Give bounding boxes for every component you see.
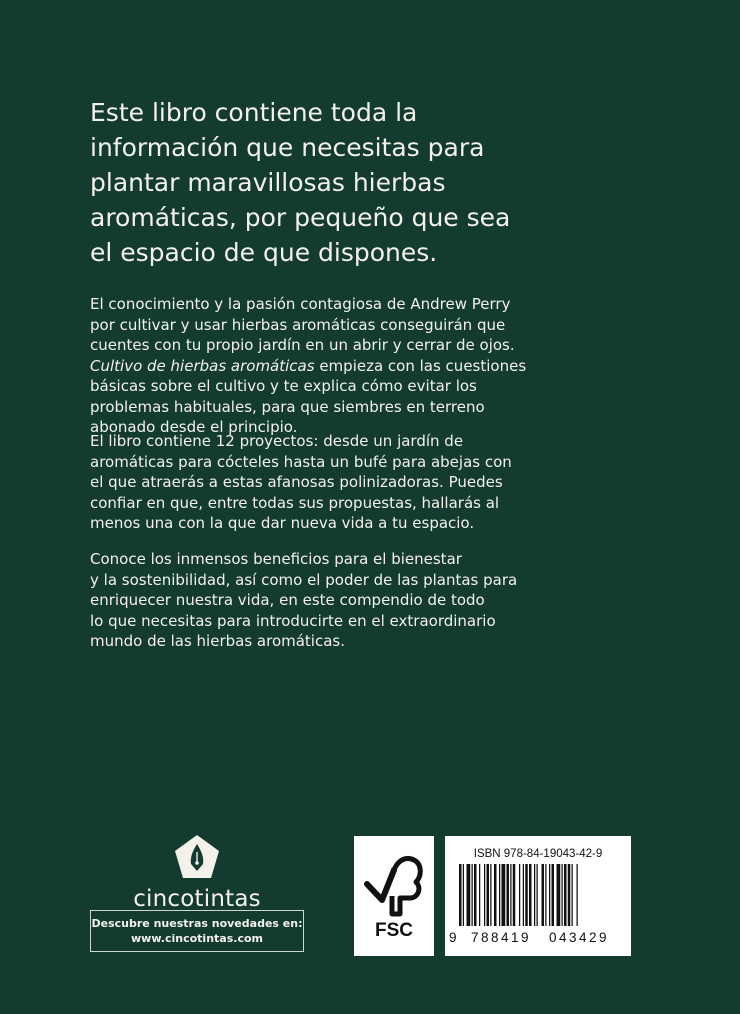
barcode-bar bbox=[568, 864, 571, 926]
barcode-digit-first: 9 bbox=[449, 930, 457, 945]
text-line: cuentes con tu propio jardín en un abrir y cerrar de ojos. bbox=[90, 336, 515, 354]
text-line: mundo de las hierbas aromáticas. bbox=[90, 632, 345, 650]
text-line: lo que necesitas para introducirte en el extraordinario bbox=[90, 611, 496, 630]
text-line: problemas habituales, para que siembres en terreno bbox=[90, 397, 485, 416]
publisher-name: cincotintas bbox=[133, 886, 261, 912]
barcode-bars bbox=[459, 864, 619, 934]
barcode-bar bbox=[557, 864, 561, 926]
text-line bbox=[90, 356, 650, 377]
barcode-bar bbox=[562, 864, 563, 926]
barcode-bar bbox=[499, 864, 500, 926]
text-line: menos una con la que dar nueva vida a tu espacio. bbox=[90, 514, 475, 532]
barcode-bar bbox=[502, 864, 506, 926]
fsc-certification bbox=[354, 836, 434, 956]
barcode-digits-left: 788419 bbox=[471, 930, 532, 945]
paragraph-benefits bbox=[90, 549, 650, 652]
barcode-bar bbox=[564, 864, 567, 926]
intro-heading bbox=[90, 95, 690, 270]
text-line: El conocimiento y la pasión contagiosa de Andrew Perry bbox=[90, 295, 511, 313]
barcode-bar bbox=[534, 864, 535, 926]
barcode-bar bbox=[459, 864, 462, 926]
barcode-bar bbox=[507, 864, 510, 926]
isbn-number: ISBN 978-84-19043-42-9 bbox=[473, 848, 603, 860]
text-line: Conoce los inmensos beneficios para el bienestar bbox=[90, 550, 462, 568]
paragraph-author bbox=[90, 294, 650, 438]
text-line: El libro contiene 12 proyectos: desde un jardín de bbox=[90, 432, 464, 450]
barcode-bar bbox=[545, 864, 546, 926]
barcode-bar bbox=[529, 864, 532, 926]
barcode-bar bbox=[479, 864, 480, 926]
barcode-bar bbox=[523, 864, 524, 926]
barcode-bar bbox=[513, 864, 516, 926]
barcode-bar bbox=[572, 864, 573, 926]
publisher-promo-box bbox=[90, 910, 304, 952]
intro-line: aromáticas, por pequeño que sea bbox=[90, 203, 511, 232]
barcode-digits-right: 043429 bbox=[549, 930, 610, 945]
barcode-bar bbox=[552, 864, 555, 926]
barcode-bar bbox=[494, 864, 497, 926]
pen-nib-pentagon-icon bbox=[174, 834, 220, 880]
barcode-bar bbox=[487, 864, 490, 926]
intro-line: el espacio de que dispones. bbox=[90, 238, 438, 267]
intro-line: información que necesitas para bbox=[90, 133, 485, 162]
fsc-tree-checkmark-icon bbox=[354, 836, 434, 956]
barcode-bar bbox=[510, 864, 511, 926]
text-line: el que atraerás a estas afanosas polinizadoras. Puedes bbox=[90, 473, 503, 491]
fsc-label: FSC bbox=[375, 920, 413, 941]
barcode-bar bbox=[463, 864, 464, 926]
intro-line: plantar maravillosas hierbas bbox=[90, 168, 446, 197]
barcode-bar bbox=[490, 864, 491, 926]
text-line: enriquecer nuestra vida, en este compendio de todo bbox=[90, 591, 485, 609]
barcode-bar bbox=[474, 864, 477, 926]
barcode-bar bbox=[537, 864, 538, 926]
text-line: básicas sobre el cultivo y te explica cómo evitar los bbox=[90, 377, 477, 395]
barcode-bar bbox=[484, 864, 485, 926]
barcode-bar bbox=[472, 864, 473, 926]
barcode-bar bbox=[577, 864, 578, 926]
text-line: confiar en que, entre todas sus propuestas, hallarás al bbox=[90, 493, 500, 512]
text-line: aromáticas para cócteles hasta un bufé para abejas con bbox=[90, 452, 512, 471]
barcode-bar bbox=[542, 864, 545, 926]
text-line: y la sostenibilidad, así como el poder de las plantas para bbox=[90, 570, 518, 589]
barcode-bar bbox=[525, 864, 528, 926]
text-line-rest: empieza con las cuestiones bbox=[319, 356, 527, 375]
publisher-logo bbox=[90, 834, 304, 912]
intro-line: Este libro contiene toda la bbox=[90, 98, 418, 127]
promo-website: www.cincotintas.com bbox=[131, 932, 263, 945]
text-line: abonado desde el principio. bbox=[90, 418, 298, 436]
isbn-barcode bbox=[445, 836, 631, 956]
paragraph-projects bbox=[90, 431, 650, 534]
promo-text: Descubre nuestras novedades en: bbox=[91, 917, 303, 930]
barcode-bar bbox=[519, 864, 520, 926]
text-line: por cultivar y usar hierbas aromáticas conseguirán que bbox=[90, 315, 506, 334]
book-title-italic: Cultivo de hierbas aromáticas bbox=[90, 356, 315, 375]
barcode-bar bbox=[467, 864, 471, 926]
barcode-bar bbox=[549, 864, 550, 926]
